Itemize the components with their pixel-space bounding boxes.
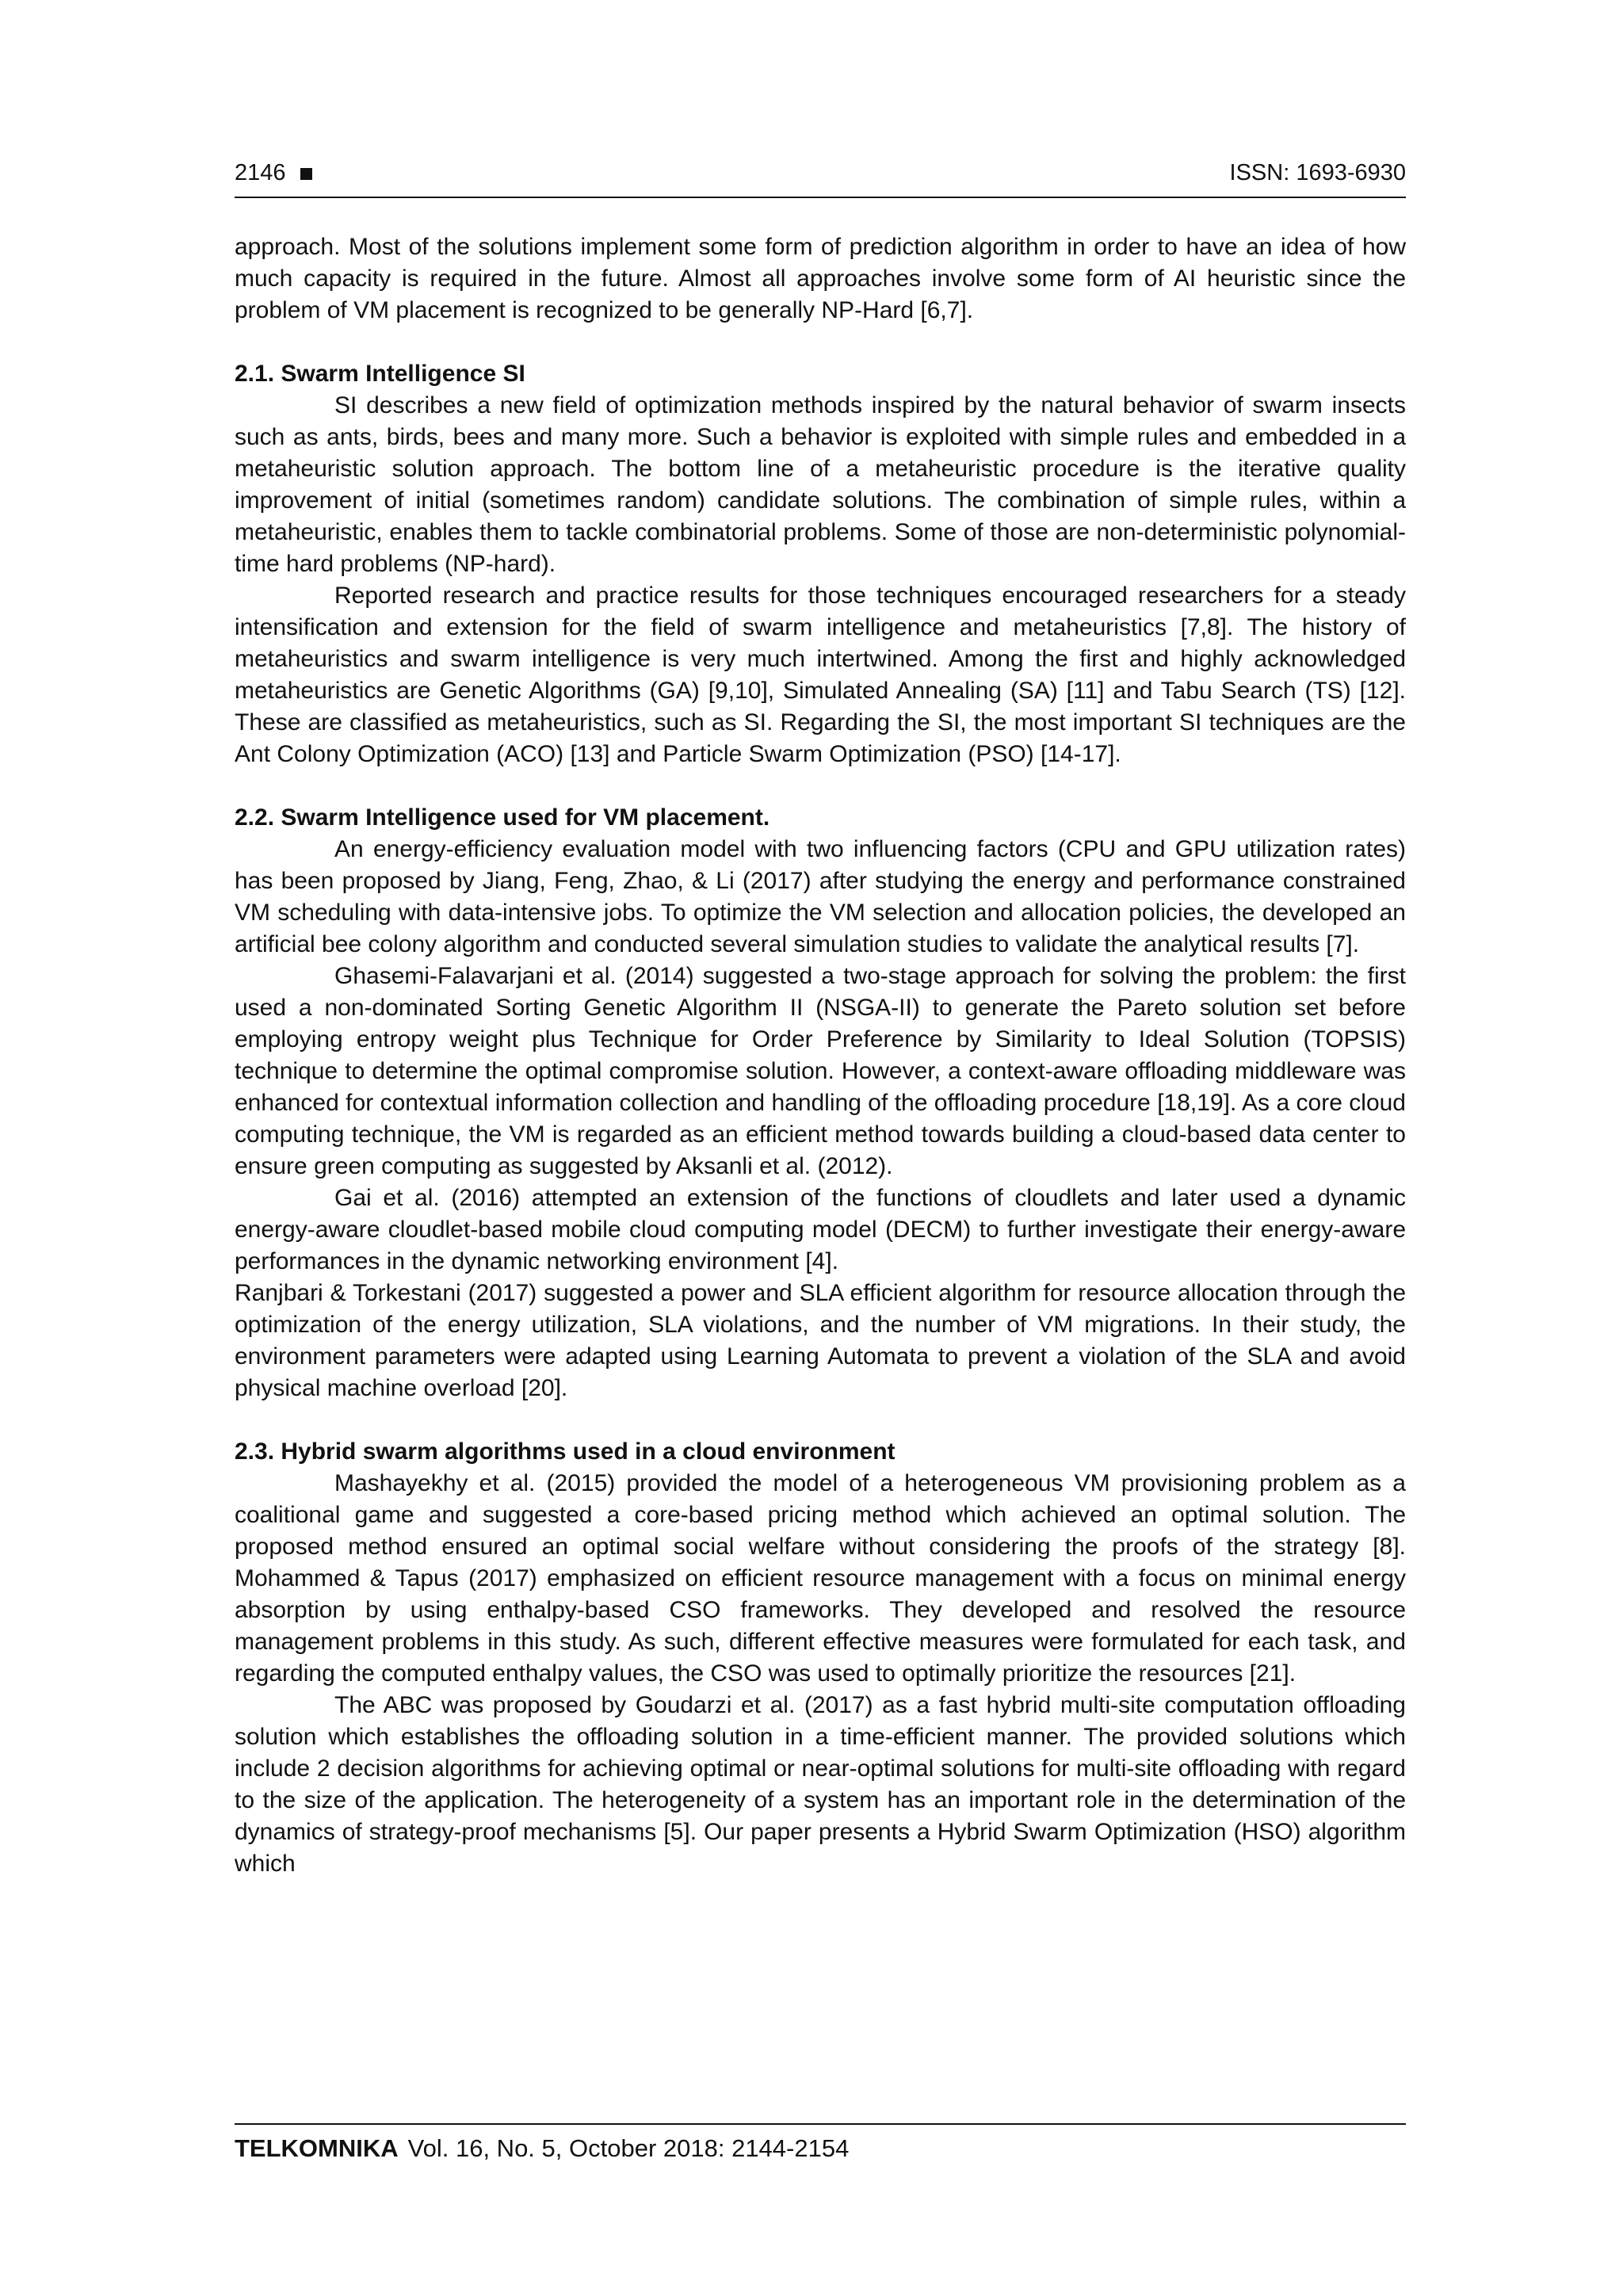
- paragraph: Ranjbari & Torkestani (2017) suggested a power and SLA efficient algorithm for resource allocation through the optimization of the energy utilization, SLA violations, and the number of VM migrations. In their study, the environment parameters were adapted using Learning Automata to prevent a violation of the SLA and avoid physical machine overload [20].: [235, 1280, 1406, 1401]
- section-heading-2-3: 2.3. Hybrid swarm algorithms used in a cloud environment: [235, 1438, 896, 1465]
- section-heading-2-2: 2.2. Swarm Intelligence used for VM placement.: [235, 804, 770, 831]
- intro-paragraph: approach. Most of the solutions implement some form of prediction algorithm in order to have an idea of how much capacity is required in the future. Almost all approaches involve some form of AI heuristic since the problem of VM placement is recognized to be generally NP-Hard [6,7].: [235, 234, 1406, 323]
- black-square-icon: [300, 168, 312, 180]
- body-text: [235, 231, 1406, 1880]
- paragraph: Mashayekhy et al. (2015) provided the model of a heterogeneous VM provisioning problem as a coalitional game and suggested a core-based pricing method which achieved an optimal solution. The proposed method ensured an optimal social welfare without considering the proofs of the strategy [8]. Mohammed & Tapus (2017) emphasized on efficient resource management with a focus on minimal energy absorption by using enthalpy-based CSO frameworks. They developed and resolved the resource management problems in this study. As such, different effective measures were formulated for each task, and regarding the computed enthalpy values, the CSO was used to optimally prioritize the resources [21].: [235, 1470, 1406, 1687]
- section-heading-2-1: 2.1. Swarm Intelligence SI: [235, 361, 525, 387]
- paragraph: SI describes a new field of optimization methods inspired by the natural behavior of swarm insects such as ants, birds, bees and many more. Such a behavior is exploited with simple rules and embedded in a metaheuristic solution approach. The bottom line of a metaheuristic procedure is the iterative quality improvement of initial (sometimes random) candidate solutions. The combination of simple rules, within a metaheuristic, enables them to tackle combinatorial problems. Some of those are non-deterministic polynomial-time hard problems (NP-hard).: [235, 392, 1406, 577]
- page-number: 2146: [235, 160, 286, 185]
- header-left: [235, 157, 312, 189]
- paragraph: Reported research and practice results for those techniques encouraged researchers for a steady intensification and extension for the field of swarm intelligence and metaheuristics [7,8]. The history of metaheuristics and swarm intelligence is very much intertwined. Among the first and highly acknowledged metaheuristics are Genetic Algorithms (GA) [9,10], Simulated Annealing (SA) [11] and Tabu Search (TS) [12]. These are classified as metaheuristics, such as SI. Regarding the SI, the most important SI techniques are the Ant Colony Optimization (ACO) [13] and Particle Swarm Optimization (PSO) [14-17].: [235, 583, 1406, 767]
- page: [235, 0, 1406, 2296]
- paragraph: Gai et al. (2016) attempted an extension of the functions of cloudlets and later used a dynamic energy-aware cloudlet-based mobile cloud computing model (DECM) to further investigate their energy-aware performances in the dynamic networking environment [4].: [235, 1185, 1406, 1274]
- issn: ISSN: 1693-6930: [1229, 160, 1406, 185]
- paragraph: The ABC was proposed by Goudarzi et al. (2017) as a fast hybrid multi-site computation offloading solution which establishes the offloading solution in a time-efficient manner. The provided solutions which include 2 decision algorithms for achieving optimal or near-optimal solutions for multi-site offloading with regard to the size of the application. The heterogeneity of a system has an important role in the determination of the dynamics of strategy-proof mechanisms [5]. Our paper presents a Hybrid Swarm Optimization (HSO) algorithm which: [235, 1692, 1406, 1877]
- paragraph: An energy-efficiency evaluation model with two influencing factors (CPU and GPU utilization rates) has been proposed by Jiang, Feng, Zhao, & Li (2017) after studying the energy and performance constrained VM scheduling with data-intensive jobs. To optimize the VM selection and allocation policies, the developed an artificial bee colony algorithm and conducted several simulation studies to validate the analytical results [7].: [235, 836, 1406, 957]
- journal-citation: Vol. 16, No. 5, October 2018: 2144-2154: [407, 2134, 850, 2162]
- page-footer: [235, 2123, 1406, 2164]
- paragraph: Ghasemi-Falavarjani et al. (2014) suggested a two-stage approach for solving the problem: the first used a non-dominated Sorting Genetic Algorithm II (NSGA-II) to generate the Pareto solution set before employing entropy weight plus Technique for Order Preference by Similarity to Ideal Solution (TOPSIS) technique to determine the optimal compromise solution. However, a context-aware offloading middleware was enhanced for contextual information collection and handling of the offloading procedure [18,19]. As a core cloud computing technique, the VM is regarded as an efficient method towards building a cloud-based data center to ensure green computing as suggested by Aksanli et al. (2012).: [235, 963, 1406, 1179]
- journal-name: TELKOMNIKA: [235, 2134, 399, 2162]
- page-header: [235, 157, 1406, 198]
